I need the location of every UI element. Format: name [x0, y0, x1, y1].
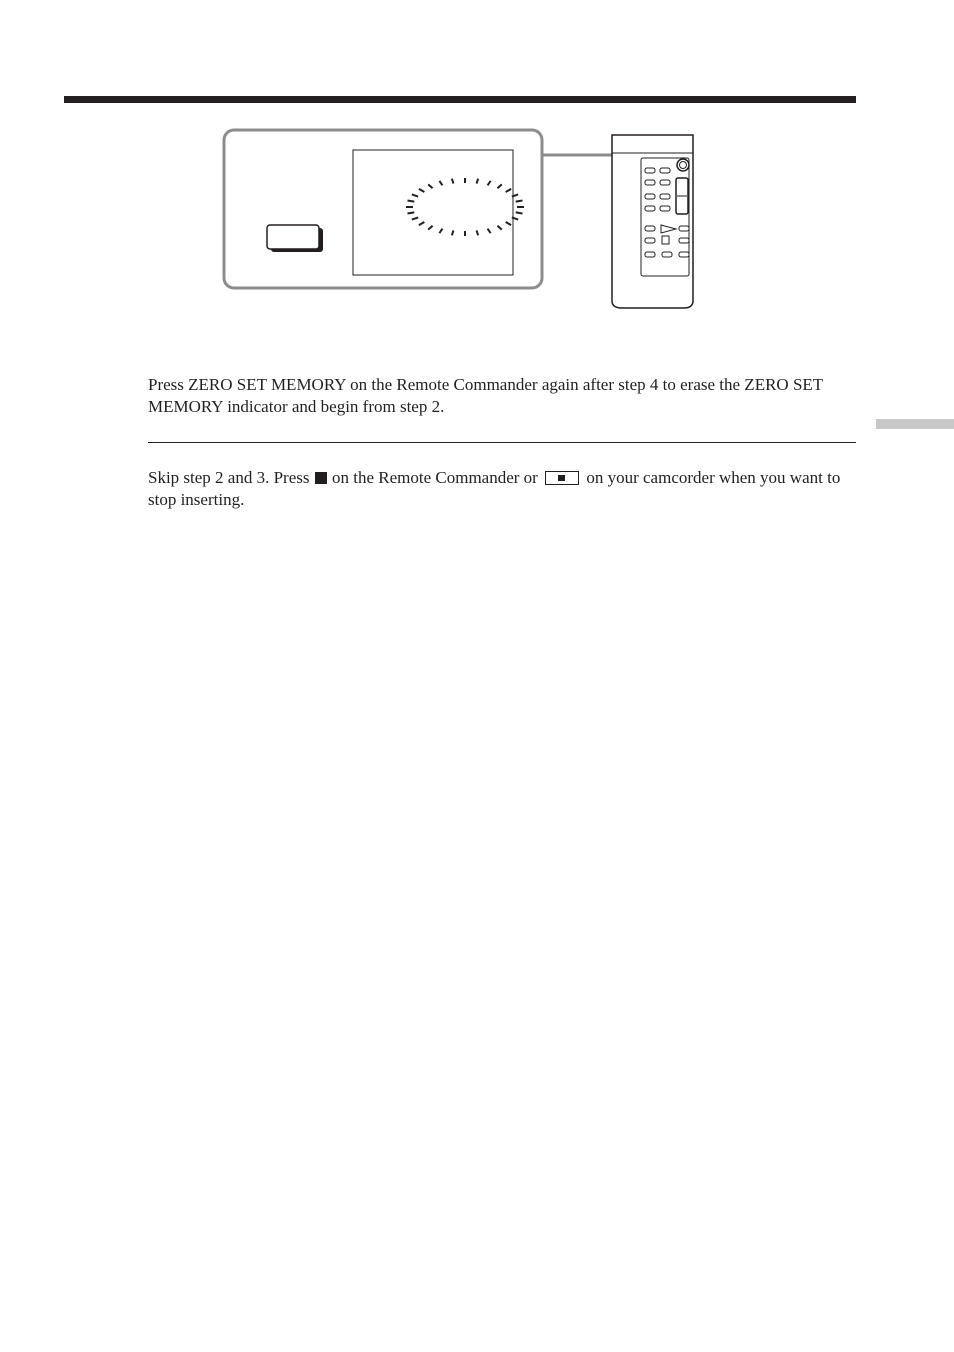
remote-button — [660, 206, 670, 211]
indicator-dash — [407, 201, 414, 202]
stop-instruction-part1: Skip step 2 and 3. Press — [148, 468, 310, 487]
indicator-dash — [516, 201, 523, 202]
remote-button — [660, 180, 670, 185]
remote-button — [679, 226, 689, 231]
stop-key-icon — [545, 471, 579, 485]
remote-button — [660, 194, 670, 199]
zero-set-memory-figure — [218, 124, 708, 316]
remote-button — [645, 252, 655, 257]
remote-button — [645, 180, 655, 185]
indicator-dash — [407, 212, 414, 213]
top-rule — [64, 96, 856, 103]
remote-button — [662, 252, 672, 257]
stop-instruction — [148, 467, 860, 511]
remote-button — [645, 226, 655, 231]
indicator-dash — [516, 212, 523, 213]
section-divider — [148, 442, 856, 443]
remote-button — [660, 168, 670, 173]
stop-square-icon — [315, 472, 327, 484]
remote-button — [679, 238, 689, 243]
section-tab — [876, 419, 954, 429]
stop-instruction-part3: on your camcorder when you want to stop inserting. — [148, 468, 841, 509]
remote-commander-icon — [612, 135, 693, 308]
remote-button — [645, 194, 655, 199]
reset-instruction: Press ZERO SET MEMORY on the Remote Commander again after step 4 to erase the ZERO SET MEMORY indicator and begin from step 2. — [148, 375, 823, 416]
remote-button — [679, 252, 689, 257]
zero-set-memory-button — [267, 225, 319, 249]
remote-button — [645, 206, 655, 211]
remote-button — [645, 238, 655, 243]
remote-button — [645, 168, 655, 173]
viewfinder-screen — [353, 150, 513, 275]
stop-instruction-part2: on the Remote Commander or — [332, 468, 538, 487]
